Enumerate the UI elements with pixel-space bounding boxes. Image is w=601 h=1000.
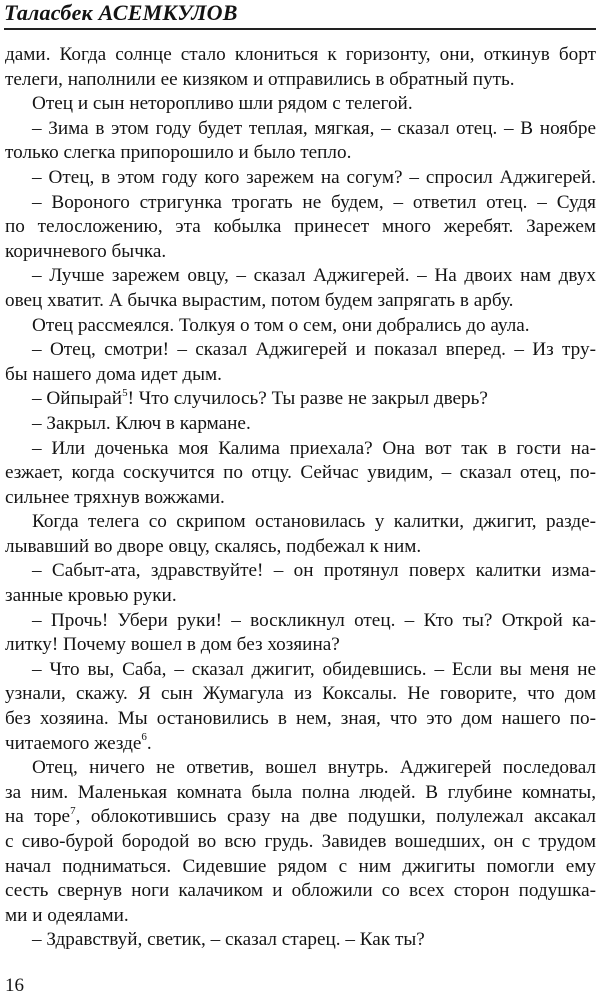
- text-line: [5, 141, 596, 166]
- text-line-content: узнали, скажу. Я сын Жумагула из Коксалы. Не говорите, что дом: [5, 683, 596, 705]
- text-line: [5, 928, 596, 953]
- text-line-content: по телосложению, эта кобылка принесет много жеребят. Зарежем: [5, 216, 596, 238]
- text-line: [5, 117, 596, 142]
- text-line-content: езжает, когда соскучится по отцу. Сейчас увидим, – сказал отец, по-: [5, 462, 596, 484]
- text-line-content: – Прочь! Убери руки! – воскликнул отец. – Кто ты? Открой ка-: [32, 609, 596, 631]
- text-line-content: на торе: [5, 806, 71, 828]
- text-line-content: – Отец, смотри! – сказал Аджигерей и показал вперед. – Из тру-: [32, 339, 596, 361]
- text-line: [5, 535, 596, 560]
- text-line-content: занные кровью руки.: [5, 585, 177, 607]
- text-line-content: только слегка припорошило и было тепло.: [5, 142, 352, 164]
- text-line-content: – Отец, в этом году кого зарежем на согум? – спросил Аджигерей.: [32, 166, 596, 188]
- text-line-content: овец хватит. А бычка вырастим, потом будем запрягать в арбу.: [5, 289, 514, 311]
- text-line: [5, 437, 596, 462]
- text-line-continuation: ! Что случилось? Ты разве не закрыл дверь?: [127, 388, 488, 410]
- text-line: [5, 805, 596, 830]
- footnote-marker: 6: [141, 731, 147, 744]
- text-line: [5, 264, 596, 289]
- text-line: [5, 682, 596, 707]
- text-line-content: телеги, наполнили ее кизяком и отправились в обратный путь.: [5, 68, 515, 90]
- text-line-content: начал подниматься. Сидевшие рядом с ним джигиты помогли ему: [5, 855, 596, 877]
- text-line-content: – Ойпырай: [32, 388, 123, 410]
- footnote-marker: 5: [122, 386, 128, 399]
- text-line-content: – Вороного стригунка трогать не будем, – ответил отец. – Судя: [32, 191, 596, 213]
- text-line-content: с сиво-бурой бородой во всю грудь. Завидев вошедших, он с трудом: [5, 831, 596, 852]
- text-line: [5, 191, 596, 216]
- text-line: [5, 781, 596, 806]
- text-line: [5, 461, 596, 486]
- text-line-content: литку! Почему вошел в дом без хозяина?: [5, 634, 340, 656]
- text-line-content: – Здравствуй, светик, – сказал старец. – Как ты?: [32, 929, 425, 951]
- text-line-content: читаемого жезде: [5, 732, 142, 754]
- text-line-content: – Лучше зарежем овцу, – сказал Аджигерей. – На двоих нам двух: [32, 265, 596, 287]
- text-line: [5, 609, 596, 634]
- text-line: [5, 215, 596, 240]
- text-line: [5, 879, 596, 904]
- text-line: [5, 904, 596, 929]
- text-line-content: Когда телега со скрипом остановилась у калитки, джигит, разде-: [32, 511, 596, 533]
- text-line-content: сесть свернув ноги калачиком и обложили со всех сторон подушка-: [5, 880, 596, 902]
- text-line-content: бы нашего дома идет дым.: [5, 363, 222, 385]
- text-line-content: – Или доченька моя Калима приехала? Она вот так в гости на-: [32, 437, 596, 459]
- text-line: [5, 707, 596, 732]
- text-line-content: – Сабыт-ата, здравствуйте! – он протянул поверх калитки изма-: [32, 560, 596, 582]
- text-line-content: – Что вы, Саба, – сказал джигит, обидевшись. – Если вы меня не: [32, 658, 596, 680]
- text-line: [5, 68, 596, 93]
- text-line-content: дами. Когда солнце стало клониться к горизонту, они, откинув борт: [5, 44, 596, 65]
- text-line-content: Отец рассмеялся. Толкуя о том о сем, они добрались до аула.: [32, 314, 530, 336]
- page-number: 16: [5, 975, 24, 996]
- footnote-marker: 7: [70, 805, 76, 818]
- text-line-content: Отец, ничего не ответив, вошел внутрь. Аджигерей последовал: [32, 757, 596, 779]
- text-line: [5, 43, 596, 68]
- text-line-content: за ним. Маленькая комната была полна людей. В глубине комнаты,: [5, 781, 596, 803]
- text-line: [5, 387, 596, 412]
- text-line: [5, 412, 596, 437]
- text-line-content: сильнее тряхнув вожжами.: [5, 486, 225, 508]
- text-line: [5, 830, 596, 855]
- text-line-content: – Зима в этом году будет теплая, мягкая, – сказал отец. – В ноябре: [32, 117, 596, 139]
- text-line-content: Отец и сын неторопливо шли рядом с телегой.: [32, 93, 413, 115]
- text-line: [5, 584, 596, 609]
- text-line: [5, 658, 596, 683]
- text-line: [5, 314, 596, 339]
- text-line: [5, 633, 596, 658]
- running-header: [4, 0, 596, 30]
- text-line: [5, 363, 596, 388]
- running-header-title: Таласбек АСЕМКУЛОВ: [4, 0, 238, 25]
- text-line: [5, 338, 596, 363]
- text-line: [5, 510, 596, 535]
- text-line: [5, 92, 596, 117]
- text-line-content: без хозяина. Мы остановились в нем, зная, что это дом нашего по-: [5, 708, 596, 730]
- text-line-content: лывавший во дворе овцу, скалясь, подбежал к ним.: [5, 535, 422, 557]
- text-line: [5, 289, 596, 314]
- text-line: [5, 756, 596, 781]
- text-line-content: – Закрыл. Ключ в кармане.: [32, 412, 251, 434]
- text-line-continuation: , облокотившись сразу на две подушки, полулежал аксакал: [75, 806, 596, 828]
- text-line-continuation: .: [146, 732, 152, 754]
- text-line: [5, 240, 596, 265]
- body-text: [5, 43, 596, 953]
- text-line: [5, 486, 596, 511]
- text-line-content: коричневого бычка.: [5, 240, 167, 262]
- text-line: [5, 732, 596, 757]
- text-line-content: ми и одеялами.: [5, 904, 129, 926]
- text-line: [5, 559, 596, 584]
- text-line: [5, 855, 596, 880]
- text-line: [5, 166, 596, 191]
